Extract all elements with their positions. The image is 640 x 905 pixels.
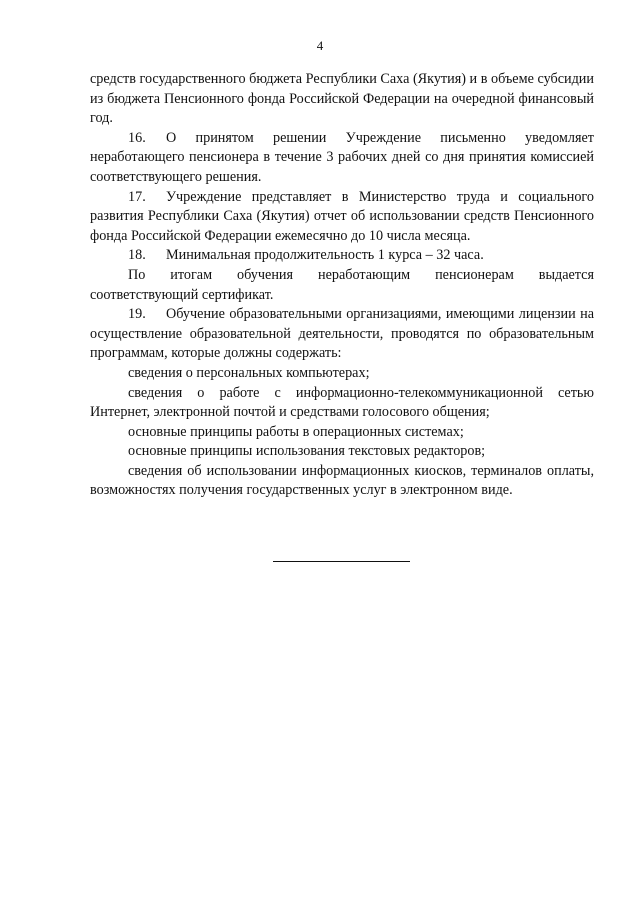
paragraph-number: 18.: [128, 247, 146, 264]
paragraph-17: [90, 188, 594, 247]
paragraph-number: 17.: [128, 188, 146, 205]
paragraph-text: О принятом решении Учреждение письменно уведомляет неработающего пенсионера в течение 3 рабочих дней со дня принятия комиссией соответствующего решения.: [90, 129, 594, 185]
page-number: 4: [316, 38, 324, 53]
paragraph-18: [90, 246, 594, 266]
paragraph-number: 16.: [128, 129, 146, 146]
program-item-kiosks: сведения об использовании информационных киосков, терминалов оплаты, возможностях получения государственных услуг в электронном виде.: [90, 462, 594, 499]
paragraph-certificate: По итогам обучения неработающим пенсионерам выдается соответствующий сертификат.: [90, 266, 594, 303]
program-item-internet: сведения о работе с информационно-телекоммуникационной сетью Интернет, электронной почтой и средствами голосового общения;: [90, 384, 594, 421]
paragraph-text: Минимальная продолжительность 1 курса – 32 часа.: [166, 247, 484, 264]
program-item-computers: сведения о персональных компьютерах;: [128, 364, 370, 381]
paragraph-text: Учреждение представляет в Министерство труда и социального развития Республики Саха (Якутия) отчет об использовании средств Пенсионного фонда Российской Федерации ежемесячно до 10 числа месяца.: [90, 188, 594, 244]
document-body: [90, 70, 594, 501]
paragraph-number: 19.: [128, 306, 146, 323]
closing-rule: [273, 561, 410, 562]
paragraph-text: Обучение образовательными организациями, имеющими лицензии на осуществление образовательной деятельности, проводятся по образовательным программам, которые должны содержать:: [90, 306, 594, 362]
paragraph-19: [90, 305, 594, 364]
paragraph-continuation: средств государственного бюджета Республики Саха (Якутия) и в объеме субсидии из бюджета Пенсионного фонда Российской Федерации на очередной финансовый год.: [90, 71, 594, 127]
program-item-text-editors: основные принципы использования текстовых редакторов;: [128, 443, 486, 460]
paragraph-16: [90, 129, 594, 188]
program-item-operating-systems: основные принципы работы в операционных системах;: [128, 423, 464, 440]
